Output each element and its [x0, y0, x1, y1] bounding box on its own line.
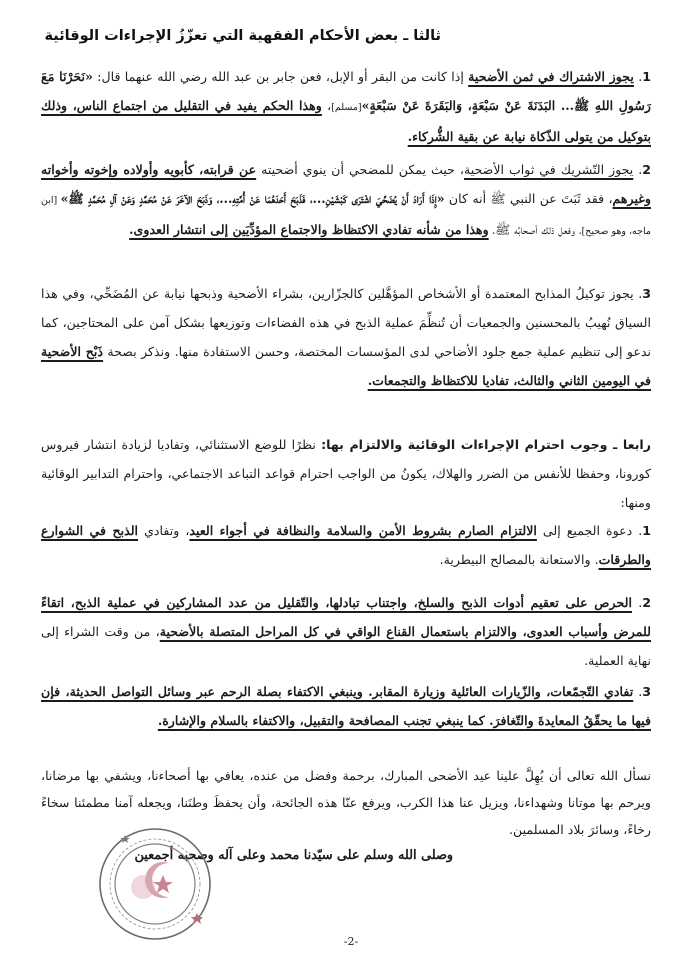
item-number: 1	[642, 69, 651, 84]
seal-text-ring	[110, 839, 200, 929]
item-text: ، من وقت الشراء إلى نهاية العملية.	[41, 624, 651, 668]
item-number: 3	[642, 684, 651, 699]
item-text: ، وتفادي	[138, 523, 190, 538]
item-number: 2	[642, 162, 651, 177]
item-number: 3	[642, 286, 651, 301]
item-text: . دعوة الجميع إلى	[536, 523, 643, 538]
ruling-item-2	[41, 155, 651, 246]
underlined-measure: تفادي التّجمّعات، والزّيارات العائلية وزيارة المقابر. وينبغي الاكتفاء بصلة الرحم عبر وسائل التواصل الحديثة، فإن فيها ما يحقّقُ المعايدةَ والتّغافرَ. كما ينبغي تجنب المصافحة والتقبيل، والاكتفاء بالسلام والإشارة.	[41, 684, 651, 728]
measure-item-3	[41, 677, 651, 735]
item-text: .	[633, 684, 643, 699]
seal-inner-ring	[115, 844, 195, 924]
closing-salutation: وصلى الله وسلم على سيّدنا محمد وعلى آله وصحبه أجمعين	[134, 848, 453, 863]
hadith-source: [ابن ماجه، وهو صحيح]	[41, 195, 651, 237]
star-icon	[153, 875, 173, 893]
page-number: -2-	[343, 935, 359, 948]
underlined-ruling: وهذا الحكم يفيد في التقليل من اجتماع الناس، وذلك بتوكيل من يتولى الذّكاة نيابة عن بقية الشُّركاء.	[41, 98, 651, 144]
underlined-measure: الذبح في الشوارع والطرقات	[41, 523, 651, 567]
item-text: ، فقد ثَبَتَ عن النبي ﷺ أنه كان	[444, 191, 613, 206]
item-number: 1	[642, 523, 651, 538]
underlined-ruling: عن قرابته، كأبويه وأولاده وإخوته وأخواته وغيرهم	[41, 162, 651, 206]
hadith-quote: «إِذَا أَرَادَ أَنْ يُضَحِّيَ اشْتَرَى كَبْشَيْنِ...، فَذَبَحَ أَحَدَهُمَا عَنْ أُمَّتِهِ...، وَذَبَحَ الآخَرَ عَنْ مُحَمَّدٍ وَعَنْ آلِ مُحَمَّدٍ ﷺ»	[60, 191, 445, 206]
item-text: .	[633, 69, 643, 84]
official-seal-icon	[95, 825, 215, 943]
section4-title: رابعا ـ وجوب احترام الإجراءات الوقائية والالتزام بها:	[321, 437, 651, 452]
item-text: .	[633, 162, 643, 177]
item-number: 2	[642, 595, 651, 610]
item-text: إذا كانت من البقر أو الإبل، فعن جابر بن عبد الله رضي الله عنهما قال:	[92, 69, 469, 84]
underlined-ruling: وهذا من شأنه تفادي الاكتظاظ والاجتماع المؤدِّيَين إلى انتشار العدوى.	[129, 222, 489, 237]
ruling-item-3	[41, 279, 651, 395]
item-text: ،	[321, 98, 332, 113]
item-text: . يجوز توكيلُ المذابح المعتمدة أو الأشخاص المؤهَّلين كالجزّارين، بشراء الأضحية وذبحها نيابة عن المُضَحِّي، وفي هذا السياق نُهيبُ بالمحسنين والجمعيات أن تُنظِّمَ عملية الذبح في هذه الفضاءات وتوزيعها بشكل آمن على المحتاجين، كما ندعو إلى تنظيم عملية جمع جلود الأضاحي لدى المؤسسات المختصة، وحسن الاستفادة منها. ونذكر بصحة	[41, 286, 651, 359]
item-text: . والاستعانة بالمصالح البيطرية.	[439, 552, 599, 567]
item-text: ، حيث يمكن للمضحي أن ينوي أضحيته	[256, 162, 464, 177]
item-text: .	[631, 595, 643, 610]
underlined-measure: الالتزام الصارم بشروط الأمن والسلامة والنظافة في أجواء العيد	[189, 523, 537, 538]
closing-prayer: نسأل الله تعالى أن يُهِلَّ علينا عيد الأضحى المبارك، برحمة وفضل من عنده، يعافي بها أصحاءنا، ويشفي بها مرضانا، ويرحم بها موتانا وشهداءنا، ويزيل عنا هذا الكرب، ويرفع عنّا هذه الجائحة، وأن يحفظَ وطنَنا، ويجعله آمنا مطمئنا سخاءً رخاءً، وسائرَ بلاد المسلمين.	[41, 768, 651, 837]
measure-item-1	[41, 516, 651, 574]
underlined-measure: الحرص على تعقيم أدوات الذبح والسلخ، واجتناب تبادلها، والتّقليل من عدد المشاركين في عملية الذبح، اتقاءً للمرض وأسباب العدوى، والالتزام باستعمال القناع الواقي في كل المراحل المتصلة بالأضحية	[41, 595, 651, 639]
underlined-ruling: يجوز الاشتراك في ثمن الأضحية	[468, 69, 634, 84]
underlined-ruling: يجوز التّشريك في ثواب الأضحية	[463, 162, 634, 177]
underlined-ruling: ذَبْح الأضحية في اليومين الثاني والثالث، تفاديا للاكتظاظ والتجمعات.	[41, 344, 651, 388]
section-heading: ثالثا ـ بعض الأحكام الفقهية التي تعزّزُ الإجراءات الوقائية	[44, 28, 441, 44]
item-text: ، وفعل ذلك أصحابُه ﷺ،	[488, 222, 582, 237]
hadith-quote: «نَحَرْنَا مَعَ رَسُولِ اللهِ ﷺ... البَدَنَةَ عَنْ سَبْعَةٍ، وَالبَقَرَةَ عَنْ سَبْعَةٍ»	[41, 69, 651, 113]
measure-item-2	[41, 588, 651, 675]
section4-intro-text: نظرًا للوضع الاستثنائي، وتفاديا لزيادة انتشار فيروس كورونا، وحفظا للأنفس من الضرر والهلاك، يكونُ من الواجب احترام قواعد التباعد الاجتماعي، واحترام التدابير الوقائية ومنها:	[41, 437, 651, 510]
ruling-item-1	[41, 62, 651, 151]
hadith-source: [مسلم]	[331, 102, 362, 113]
seal-emblem	[131, 875, 155, 899]
section4-intro	[41, 430, 651, 517]
